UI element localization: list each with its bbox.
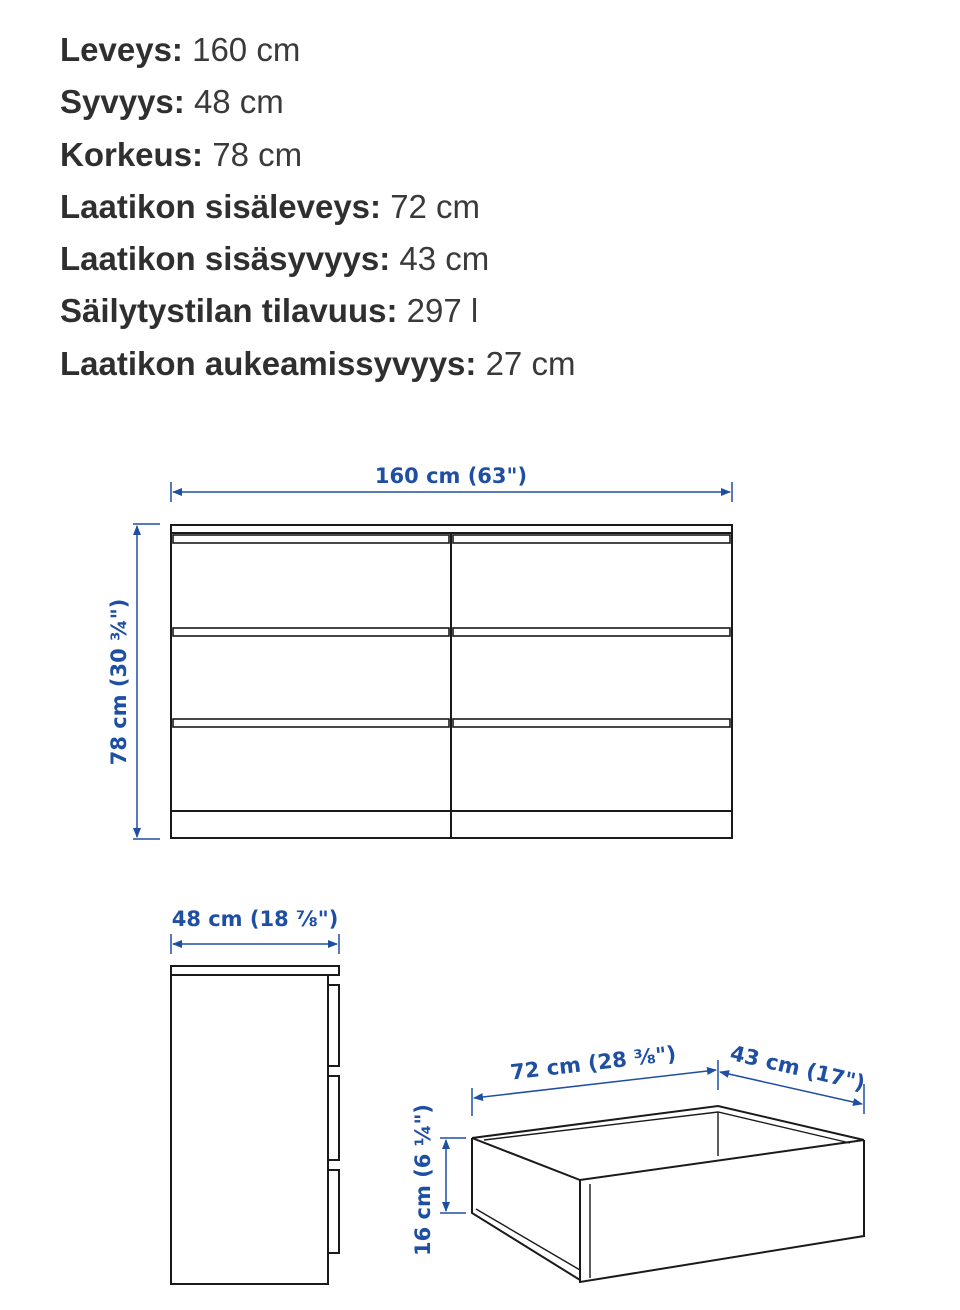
spec-value: 48 cm	[193, 83, 284, 121]
drawer-height-dimension	[411, 1104, 466, 1256]
front-width-label: 160 cm (63")	[374, 464, 528, 488]
drawer-bottom-edge	[476, 1209, 580, 1270]
front-width-dimension	[171, 464, 732, 502]
side-depth-dimension	[171, 907, 339, 954]
spec-value: 297 l	[406, 292, 479, 330]
side-drawer-2	[328, 1076, 339, 1160]
spec-label: Laatikon aukeamissyvyys:	[60, 344, 477, 382]
spec-value: 160 cm	[192, 31, 301, 68]
front-height-label: 78 cm (30 ¾")	[107, 598, 131, 766]
side-panel	[171, 975, 328, 1284]
front-height-dimension	[107, 524, 160, 839]
spec-value: 27 cm	[485, 344, 576, 382]
drawer-width-label: 72 cm (28 ⅜")	[509, 1041, 678, 1085]
spec-label: Säilytystilan tilavuus:	[60, 292, 398, 330]
side-view	[171, 966, 339, 1284]
spec-label: Leveys:	[60, 31, 183, 68]
drawer-top-rim	[472, 1138, 864, 1180]
drawer-depth-label: 43 cm (17")	[727, 1041, 868, 1096]
side-drawer-3	[328, 1170, 339, 1253]
drawer-front-panel	[580, 1140, 864, 1282]
front-view	[171, 525, 732, 838]
side-depth-label: 48 cm (18 ⅞")	[171, 907, 339, 931]
drawer-view	[472, 1106, 864, 1282]
side-top-plate	[171, 966, 339, 975]
drawer-depth-dimension	[720, 1041, 867, 1114]
drawer-width-dimension	[472, 1042, 718, 1116]
side-drawer-1	[328, 985, 339, 1066]
spec-label: Korkeus:	[60, 135, 204, 173]
drawer-inner-edge	[484, 1112, 850, 1143]
spec-value: 78 cm	[212, 135, 303, 173]
spec-label: Syvyys:	[60, 83, 185, 121]
spec-value: 43 cm	[399, 240, 490, 278]
spec-label: Laatikon sisäsyvyys:	[60, 240, 391, 278]
drawer-height-label: 16 cm (6 ¼")	[411, 1104, 435, 1256]
spec-value: 72 cm	[390, 187, 481, 225]
spec-label: Laatikon sisäleveys:	[60, 187, 382, 225]
